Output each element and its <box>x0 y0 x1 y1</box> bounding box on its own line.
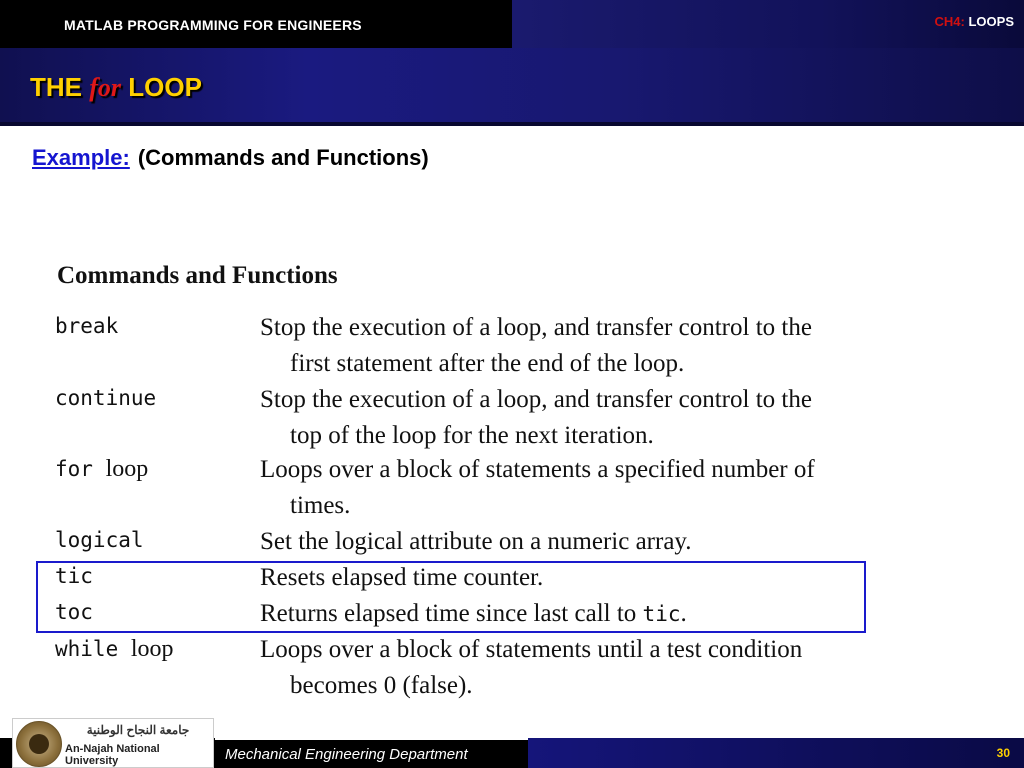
chapter-label <box>935 14 1014 29</box>
table-caption: Commands and Functions <box>57 262 338 289</box>
command-name: toc <box>55 600 93 624</box>
command-name: tic <box>55 564 93 588</box>
title-band <box>0 48 1024 126</box>
title-part-the: THE <box>30 72 82 102</box>
command-name: break <box>55 314 119 338</box>
page-number: 30 <box>996 746 1010 760</box>
command-description: Loops over a block of statements a specified number of times. <box>260 456 815 519</box>
command-name: continue <box>55 386 157 410</box>
chapter-name: LOOPS <box>968 14 1014 29</box>
example-label: Example: <box>32 145 130 170</box>
footer-right-bar <box>528 738 1024 768</box>
university-logo <box>12 718 214 768</box>
example-subtitle: (Commands and Functions) <box>137 145 429 170</box>
title-part-loop: LOOP <box>128 72 202 102</box>
university-seal-icon <box>16 721 62 767</box>
example-heading <box>32 145 429 171</box>
slide-title <box>30 72 202 103</box>
command-description: Stop the execution of a loop, and transfer control to the first statement after the end of the loop. <box>260 314 812 377</box>
command-description: Set the logical attribute on a numeric array. <box>260 528 692 555</box>
title-part-for: for <box>89 73 122 102</box>
command-name: for loop <box>55 456 149 482</box>
chapter-code: CH4: <box>934 14 965 29</box>
tic-toc-highlight-box <box>36 561 866 633</box>
logo-english-text: An-Najah National University <box>65 743 160 767</box>
logo-arabic-text: جامعة النجاح الوطنية <box>86 723 190 737</box>
command-description: Resets elapsed time counter. <box>260 564 544 591</box>
command-description: Returns elapsed time since last call to tic. <box>260 600 687 627</box>
header-right-bar <box>512 0 1024 48</box>
command-name: logical <box>55 528 144 552</box>
command-name: while loop <box>55 636 174 662</box>
command-description: Stop the execution of a loop, and transfer control to the top of the loop for the next iteration. <box>260 386 812 449</box>
command-description: Loops over a block of statements until a test condition becomes 0 (false). <box>260 636 803 699</box>
footer-department <box>215 738 528 768</box>
header-left-bar <box>0 0 512 48</box>
course-title: MATLAB PROGRAMMING FOR ENGINEERS <box>64 17 362 33</box>
department-label: Mechanical Engineering Department <box>225 746 468 763</box>
